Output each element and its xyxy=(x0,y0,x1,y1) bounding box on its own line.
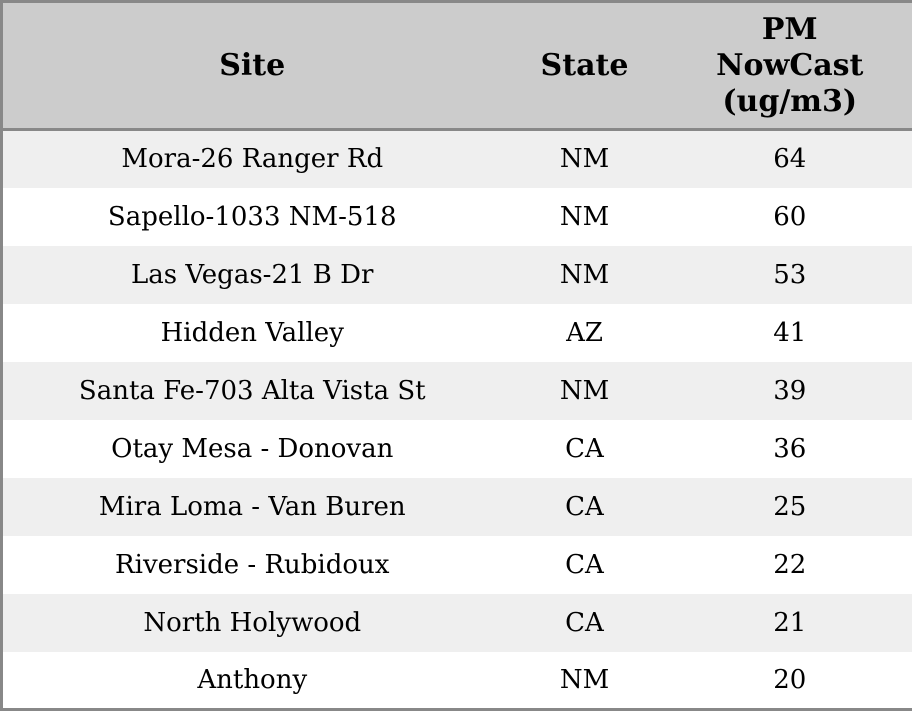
cell-state: NM xyxy=(559,201,610,232)
cell-pm_nowcast: 64 xyxy=(773,144,807,175)
cell-pm_nowcast: 36 xyxy=(773,433,807,464)
table-row xyxy=(2,536,912,594)
cell-state: CA xyxy=(565,607,604,638)
table-row xyxy=(2,246,912,304)
table-row xyxy=(2,362,912,420)
cell-pm_nowcast: 39 xyxy=(773,375,807,406)
table-row xyxy=(2,188,912,246)
cell-site: Sapello-1033 NM-518 xyxy=(107,201,397,232)
column-header-line: PM xyxy=(761,11,818,47)
cell-state: AZ xyxy=(566,317,603,348)
column-header-line: State xyxy=(540,47,629,83)
table-row xyxy=(2,304,912,362)
column-header-line: Site xyxy=(219,47,286,83)
cell-state: CA xyxy=(565,549,604,580)
cell-pm_nowcast: 41 xyxy=(773,317,807,348)
cell-site: Mora-26 Ranger Rd xyxy=(121,144,384,175)
cell-pm_nowcast: 25 xyxy=(773,491,807,522)
cell-site: Otay Mesa - Donovan xyxy=(111,433,394,464)
cell-site: Las Vegas-21 B Dr xyxy=(131,259,374,290)
cell-state: NM xyxy=(559,375,610,406)
cell-pm_nowcast: 22 xyxy=(773,549,807,580)
header-row xyxy=(2,2,912,130)
cell-state: CA xyxy=(565,491,604,522)
column-header-state xyxy=(502,2,668,130)
cell-state: NM xyxy=(559,259,610,290)
cell-site: Anthony xyxy=(197,664,308,695)
column-header-site xyxy=(2,2,502,130)
table-row xyxy=(2,478,912,536)
table-body xyxy=(2,130,912,710)
cell-pm_nowcast: 60 xyxy=(773,201,807,232)
table-header xyxy=(2,2,912,130)
column-header-line: NowCast xyxy=(716,47,864,83)
cell-site: Mira Loma - Van Buren xyxy=(98,491,406,522)
cell-state: NM xyxy=(559,144,610,175)
table-row xyxy=(2,130,912,188)
table-row xyxy=(2,420,912,478)
cell-site: Hidden Valley xyxy=(160,317,344,348)
cell-pm_nowcast: 20 xyxy=(773,664,807,695)
column-header-pm_nowcast xyxy=(668,2,912,130)
cell-state: NM xyxy=(559,664,610,695)
cell-site: Santa Fe-703 Alta Vista St xyxy=(78,375,426,406)
table-row xyxy=(2,652,912,710)
cell-pm_nowcast: 21 xyxy=(773,607,807,638)
cell-state: CA xyxy=(565,433,604,464)
cell-site: North Holywood xyxy=(143,607,362,638)
cell-site: Riverside - Rubidoux xyxy=(115,549,390,580)
table-row xyxy=(2,594,912,652)
cell-pm_nowcast: 53 xyxy=(773,259,807,290)
column-header-line: (ug/m3) xyxy=(722,83,858,119)
